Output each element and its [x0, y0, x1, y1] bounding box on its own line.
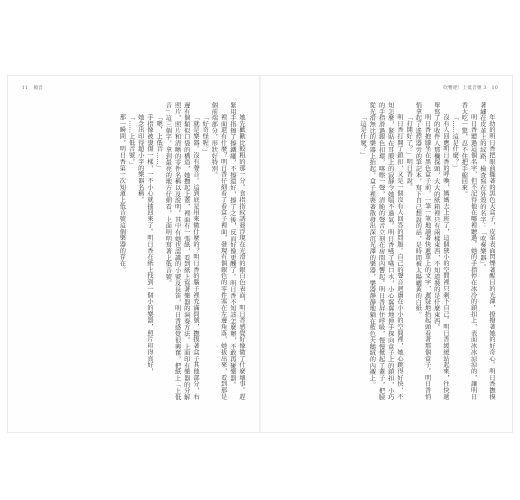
paragraph: 沒有人回應明日香的呼喚，媽媽去上班了，這個狹小的空間裡只剩下自己。明日香緩緩站起來，往快遞單寫了的收件人那欄探頭，大大的紙箱裡只有兩樣東西，不知道裝的是什麼東西。 [432, 102, 449, 401]
paragraph: 手指像被燙傷一樣，一不小心就抽回來了。明日香在紙上找到一個小的樂器，照片印得真好， [145, 114, 153, 375]
paragraph: 裡面還有什麼？明日香仔細看了看盒子裡面，發現有個銀色的零件塞在左邊角落，她拔出來，看到那是個前端部分，形狀好特別。 [210, 102, 227, 401]
paragraph: 「……上低音號。」 [127, 114, 135, 169]
running-head-title: 頻音 [33, 86, 43, 91]
running-head-left [22, 85, 43, 91]
left-page [8, 76, 260, 432]
paragraph: 明日香抱膝坐在黑色盒子前，一筆一筆地讀著快遞單上的文字，遲疑地抬起頭看著那個盒子。明日香悄悄拿起了遙控器旁的筆記本，寫下自己想說的話，是時間被太陽曬黃的白紙。 [414, 102, 431, 401]
book-spread [8, 76, 512, 432]
paragraph: 明日香聽過這個名字，但不記得他在哪裡聽過。她的手指停在冰冷的鎖扣上，表面冰冰涼涼的，讓明日香大吃一驚，忍不住把手縮回來。 [460, 102, 477, 401]
page-number-left: 11 [22, 86, 29, 91]
paragraph: 明日香打開了鎖扣，又是一個沒有人回答的問題。自己的聲音迴盪在小小的空間裡，她心跳得好快，不知怎麼，緊貼在耳膜上的寂靜令她喘不過氣。明日香嚥了嚥口水，小心翼翼地伸手探向盒子上的鎖扣，小巧的手指滑過銀色扣環，喀嚓一聲，清脆的聲音立刻在房間內響起。明日香屏住呼吸，慢慢掀起了蓋子，把臉從光滑無比的樂器上抬起，盒子裡裝著散發出深沉光澤的樂器，樂器靜靜地躺在藍色天鵝絨的內襯上。 [368, 102, 403, 401]
paragraph: 「就是樂器。沒有聲音。這到底是用來做什麼的？明日香的腦子裡充滿問號，撫摸著盒子其他部分，右邊有個類似口袋的構造，她撫起上蓋，裡面有一張紙，看到紙上寫著樂器的演奏方法。上面印有樂器的分解照片，照片和清晰的零件名稱以及說明。其中有她也認識的小號及長笛，明日香感覺很興奮，把紙上「上低音」這三個字，拿到最亮的地方仔細看，上面明明寫著上低音號。 [164, 102, 199, 401]
paragraph: 「……這是什麼？」 [451, 114, 459, 172]
running-head-title: 吹響吧！上低音號 3 [443, 86, 487, 91]
paragraph: 年幼的明日香把眼前擺著的黑色大盒子，皮革表面閃爍著醒目的光澤，撩撥著她的好奇心。明日香撫摸著繡在皮革上的紋路，檢查寫在外殼的名字：「吹奏樂器」。 [478, 102, 495, 401]
paragraph: 她先歡歡比較粗的那一分。食指指紋誘發浮現在光滑的銀白色表面，明日香感覺好像做了什麼壞事。趕緊用手指擦了擦鐵罐，不擦還好，擦了之後，反而好像更醜了。明日香不知該怎麼辦，不敢再碰樂器。 [228, 102, 245, 401]
paragraph: 「好奇怪喔。」 [201, 114, 209, 156]
page-number-right: 10 [491, 86, 498, 91]
paragraph: 「這是什麼？」 [359, 114, 367, 159]
paragraph: 那一瞬間，明日香第一次知道上低音號這個樂器的存在。 [118, 114, 126, 274]
paragraph: 「打開好了？」明日香說。 [405, 114, 413, 191]
body-text-left [22, 102, 246, 402]
right-page [260, 76, 512, 432]
body-text-right [270, 102, 496, 402]
paragraph: 「嗯，上低音……」 [155, 114, 163, 172]
paragraph: 她念出印得超小字的樂器名稱。 [136, 114, 144, 204]
running-head-right [443, 85, 498, 91]
